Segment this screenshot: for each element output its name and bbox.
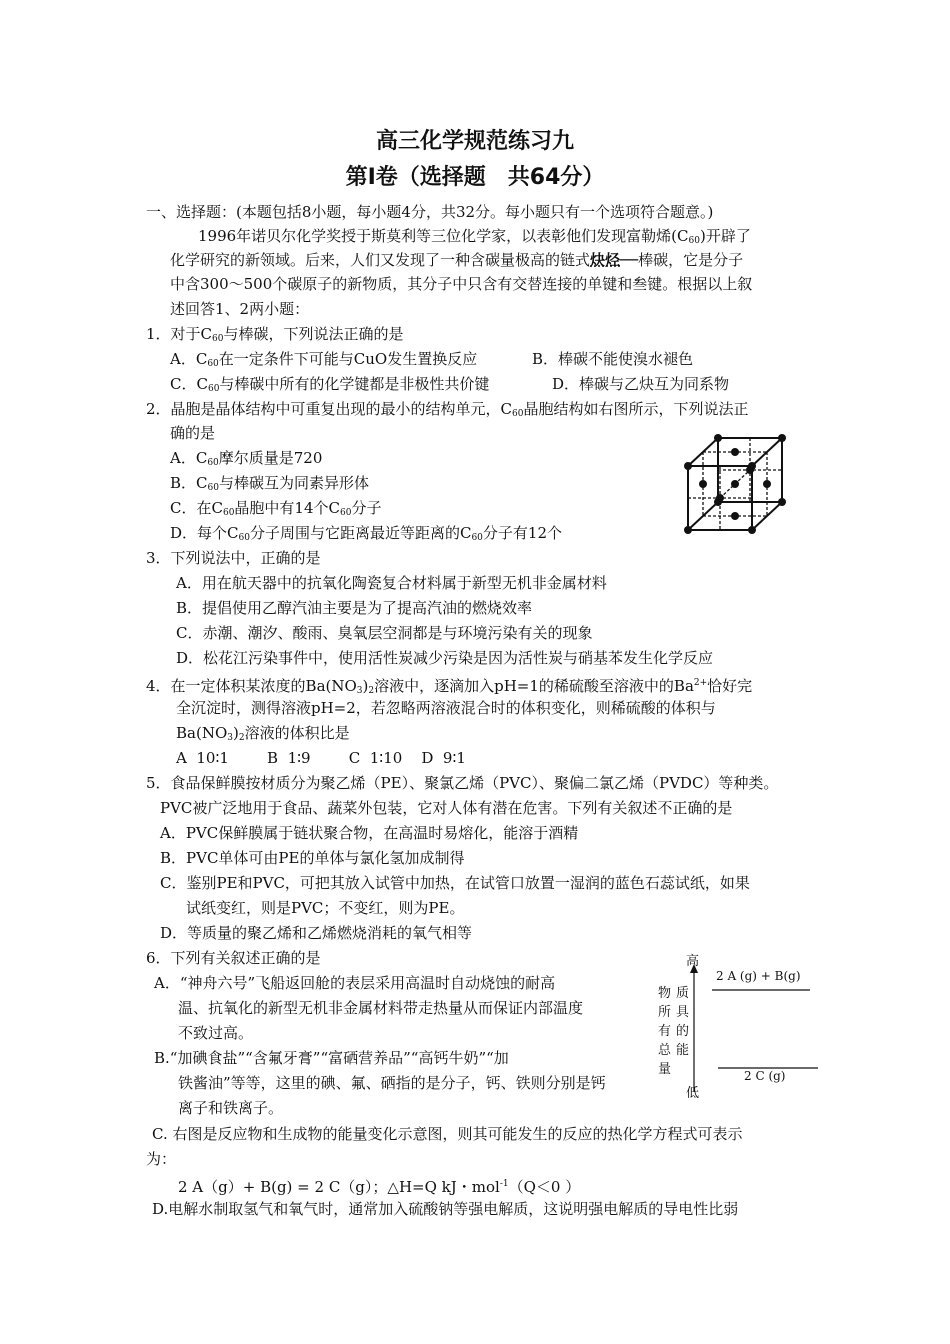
q6-option-d-1: D.电解水制取氢气和氧气时，通常加入硫酸钠等强电解质，这说明强电解质的导电性比弱 <box>152 1200 739 1218</box>
energy-axis-label-2: 质具的能 <box>676 986 690 1058</box>
energy-high-label: 高 <box>686 954 700 969</box>
q6-option-b-1: B.“加碘食盐”“含氟牙膏”“富硒营养品”“高钙牛奶”“加 <box>154 1049 509 1067</box>
lower-level-label: 2 C (g) <box>744 1069 786 1083</box>
q5-stem-2: PVC被广泛地用于食品、蔬菜外包装，它对人体有潜在危害。下列有关叙述不正确的是 <box>160 799 733 817</box>
q6-option-a-1: A．“神舟六号”飞船返回舱的表层采用高温时自动烧蚀的耐高 <box>154 974 556 992</box>
q1-option-b: B．棒碳不能使溴水褪色 <box>532 350 694 368</box>
intro-line-3: 中含300～500个碳原子的新物质，其分子中只含有交替连接的单键和叁键。根据以上叙 <box>170 275 753 293</box>
q5-stem-1: 5．食品保鲜膜按材质分为聚乙烯（PE）、聚氯乙烯（PVC）、聚偏二氯乙烯（PVDC）等种类。 <box>146 774 779 792</box>
upper-level-label: 2 A (g) + B(g) <box>716 969 801 983</box>
energy-low-label: 低 <box>686 1086 700 1101</box>
page-title: 高三化学规范练习九 <box>375 129 574 154</box>
q6-option-a-3: 不致过高。 <box>178 1024 254 1042</box>
q1-option-c: C．$C_{60}$与棒碳中所有的化学键都是非极性共价键 <box>170 375 490 394</box>
q4-stem-3: $Ba(NO_3)_2$溶液的体积比是 <box>176 724 350 743</box>
energy-axis-label-1: 物所有总量 <box>658 986 672 1077</box>
q6-option-c-2: 为： <box>146 1150 177 1168</box>
q5-option-c-2: 试纸变红，则是PVC；不变红，则为PE。 <box>186 899 465 917</box>
part1-header: 一、选择题：(本题包括8小题，每小题4分，共32分。每小题只有一个选项符合题意。) <box>146 203 714 221</box>
q5-option-a: A．PVC保鲜膜属于链状聚合物，在高温时易熔化，能溶于酒精 <box>160 824 579 842</box>
intro-line-4: 述回答1、2两小题： <box>170 300 310 318</box>
q3-option-a: A．用在航天器中的抗氧化陶瓷复合材料属于新型无机非金属材料 <box>176 574 607 592</box>
q3-option-b: B．提倡使用乙醇汽油主要是为了提高汽油的燃烧效率 <box>176 599 533 617</box>
q6-option-b-2: 铁酱油”等等，这里的碘、氟、硒指的是分子，钙、铁则分别是钙 <box>178 1074 606 1092</box>
q6-equation: 2 A（g）+ B(g) = 2 C（g）；△H=Q kJ・mol$^{-1}$（Q＜0 ） <box>178 1178 581 1196</box>
q5-option-d: D．等质量的聚乙烯和乙烯燃烧消耗的氧气相等 <box>160 924 473 942</box>
q2-option-d: D．每个$C_{60}$分子周围与它距离最近等距离的$C_{60}$分子有12个 <box>170 524 562 543</box>
q1-option-a: A．$C_{60}$在一定条件下可能与CuO发生置换反应 <box>170 350 478 369</box>
q2-option-b: B．$C_{60}$与棒碳互为同素异形体 <box>170 474 369 493</box>
q6-option-b-3: 离子和铁离子。 <box>178 1099 284 1117</box>
q3-option-d: D．松花江污染事件中，使用活性炭减少污染是因为活性炭与硝基苯发生化学反应 <box>176 649 714 667</box>
energy-diagram <box>650 952 830 1102</box>
q6-option-a-2: 温、抗氧化的新型无机非金属材料带走热量从而保证内部温度 <box>178 999 584 1017</box>
q6-option-c-1: C. 右图是反应物和生成物的能量变化示意图，则其可能发生的反应的热化学方程式可表示 <box>152 1125 743 1143</box>
q1-stem: 1．对于$C_{60}$与棒碳，下列说法正确的是 <box>146 325 404 344</box>
q3-option-c: C．赤潮、潮汐、酸雨、臭氧层空洞都是与环境污染有关的现象 <box>176 624 593 642</box>
q4-options: A 10∶1 B 1∶9 C 1∶10 D 9∶1 <box>176 749 466 767</box>
q6-stem: 6．下列有关叙述正确的是 <box>146 949 321 967</box>
q4-stem-1: 4．在一定体积某浓度的$Ba(NO_3)_2$溶液中，逐滴加入pH=1的稀硫酸至溶液中的$Ba^{2+}$恰好完 <box>146 677 753 696</box>
q2-option-c: C．在$C_{60}$晶胞中有14个$C_{60}$分子 <box>170 499 382 518</box>
q5-option-b: B．PVC单体可由PE的单体与氯化氢加成制得 <box>160 849 465 867</box>
q5-option-c-1: C．鉴别PE和PVC，可把其放入试管中加热，在试管口放置一湿润的蓝色石蕊试纸，如果 <box>160 874 750 892</box>
q2-stem-2: 确的是 <box>170 424 216 442</box>
intro-line-2: 化学研究的新领域。后来，人们又发现了一种含碳量极高的链式炔烃──棒碳，它是分子 <box>170 251 744 269</box>
q2-stem-1: 2．晶胞是晶体结构中可重复出现的最小的结构单元，$C_{60}$晶胞结构如右图所示，下列说法正 <box>146 400 749 419</box>
intro-line-1: 1996年诺贝尔化学奖授于斯莫利等三位化学家，以表彰他们发现富勒烯$(C_{60})$开辟了 <box>198 227 751 246</box>
q4-stem-2: 全沉淀时，测得溶液pH=2，若忽略两溶液混合时的体积变化，则稀硫酸的体积与 <box>176 699 716 717</box>
c60-unit-cell-figure <box>682 430 792 540</box>
section-title: 第Ⅰ卷（选择题 共64分） <box>345 165 605 190</box>
q2-option-a: A．$C_{60}$摩尔质量是720 <box>170 449 323 468</box>
q1-option-d: D．棒碳与乙炔互为同系物 <box>552 375 730 393</box>
q3-stem: 3．下列说法中，正确的是 <box>146 549 321 567</box>
